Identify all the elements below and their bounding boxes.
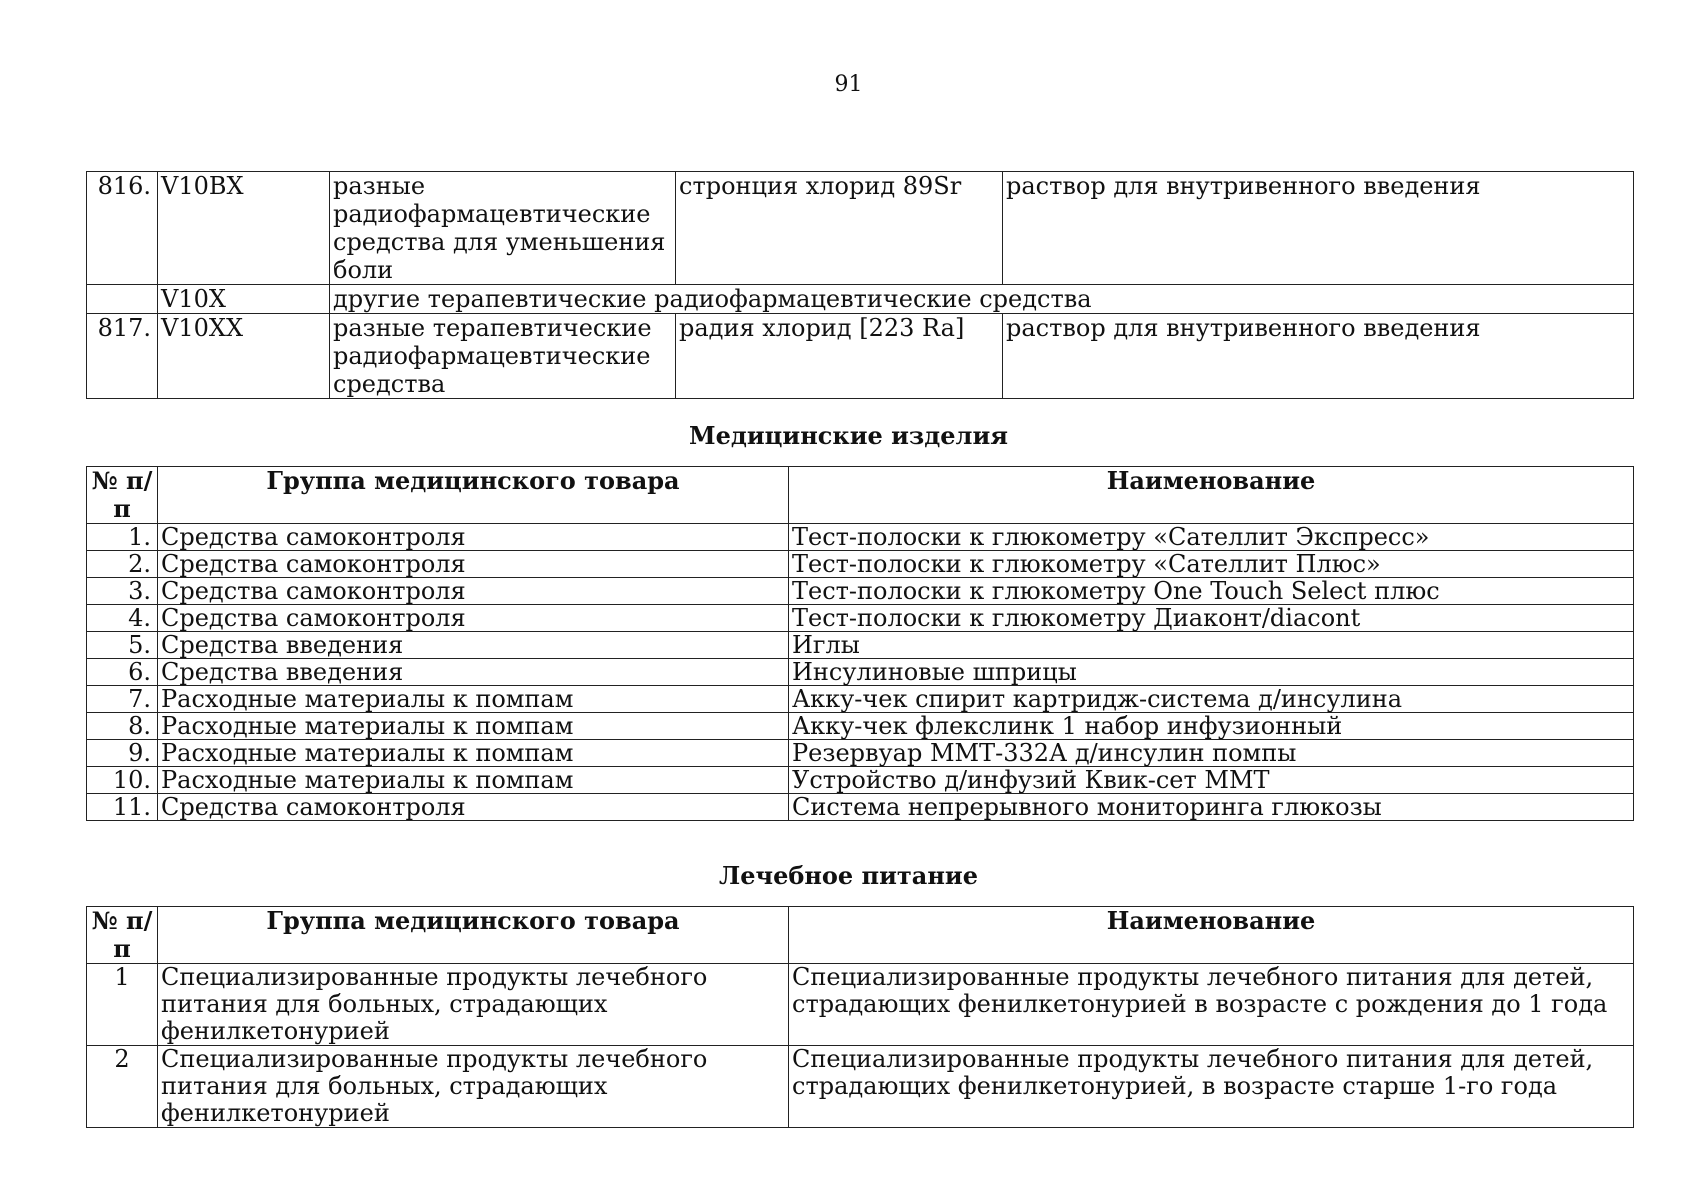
row-number: 11. <box>87 794 158 821</box>
product-group: Средства самоконтроля <box>158 578 789 605</box>
row-number: 5. <box>87 632 158 659</box>
table-header-row <box>87 467 1634 524</box>
table-row <box>87 551 1634 578</box>
table-header-row <box>87 907 1634 964</box>
table-row <box>87 524 1634 551</box>
dosage-form: раствор для внутривенного введения <box>1003 314 1634 399</box>
row-number: 6. <box>87 659 158 686</box>
header-name: Наименование <box>789 467 1634 524</box>
header-name: Наименование <box>789 907 1634 964</box>
product-name: Специализированные продукты лечебного питания для детей, страдающих фенилкетонурией в возрасте с рождения до 1 года <box>789 964 1634 1046</box>
table-row <box>87 964 1634 1046</box>
table-row <box>87 632 1634 659</box>
row-number: 10. <box>87 767 158 794</box>
atc-code: V10X <box>158 285 330 314</box>
product-name: Тест-полоски к глюкометру «Сателлит Экспресс» <box>789 524 1634 551</box>
header-group: Группа медицинского товара <box>158 467 789 524</box>
product-group: Специализированные продукты лечебного питания для больных, страдающих фенилкетонурией <box>158 964 789 1046</box>
table-row <box>87 285 1634 314</box>
product-group: Расходные материалы к помпам <box>158 740 789 767</box>
atc-code: V10BX <box>158 172 330 285</box>
table-row <box>87 794 1634 821</box>
row-number: 8. <box>87 713 158 740</box>
product-group: Средства введения <box>158 632 789 659</box>
drug-table <box>86 171 1634 399</box>
product-name: Акку-чек флекслинк 1 набор инфузионный <box>789 713 1634 740</box>
row-number: 2 <box>87 1046 158 1128</box>
atc-group: разные радиофармацевтические средства для уменьшения боли <box>330 172 676 285</box>
page-number: 91 <box>834 72 863 97</box>
section-title-medical-devices: Медицинские изделия <box>689 421 1008 450</box>
table-row <box>87 686 1634 713</box>
product-group: Специализированные продукты лечебного питания для больных, страдающих фенилкетонурией <box>158 1046 789 1128</box>
atc-code: V10XX <box>158 314 330 399</box>
row-number: 9. <box>87 740 158 767</box>
medical-devices-table <box>86 466 1634 821</box>
row-number: 817. <box>87 314 158 399</box>
product-group: Расходные материалы к помпам <box>158 686 789 713</box>
atc-group: разные терапевтические радиофармацевтические средства <box>330 314 676 399</box>
atc-group: другие терапевтические радиофармацевтические средства <box>330 285 1634 314</box>
table-row <box>87 314 1634 399</box>
product-name: Иглы <box>789 632 1634 659</box>
table-row <box>87 659 1634 686</box>
product-group: Расходные материалы к помпам <box>158 767 789 794</box>
table-row <box>87 740 1634 767</box>
product-name: Инсулиновые шприцы <box>789 659 1634 686</box>
dosage-form: раствор для внутривенного введения <box>1003 172 1634 285</box>
drug-name: стронция хлорид 89Sr <box>676 172 1003 285</box>
product-name: Акку-чек спирит картридж-система д/инсулина <box>789 686 1634 713</box>
product-group: Средства самоконтроля <box>158 551 789 578</box>
product-name: Тест-полоски к глюкометру «Сателлит Плюс» <box>789 551 1634 578</box>
product-name: Устройство д/инфузий Квик-сет ММТ <box>789 767 1634 794</box>
product-name: Резервуар ММТ-332А д/инсулин помпы <box>789 740 1634 767</box>
table-row <box>87 713 1634 740</box>
product-group: Средства введения <box>158 659 789 686</box>
row-number: 3. <box>87 578 158 605</box>
table-row <box>87 767 1634 794</box>
product-name: Система непрерывного мониторинга глюкозы <box>789 794 1634 821</box>
row-number: 1. <box>87 524 158 551</box>
row-number: 4. <box>87 605 158 632</box>
product-group: Средства самоконтроля <box>158 605 789 632</box>
product-name: Специализированные продукты лечебного питания для детей, страдающих фенилкетонурией, в возрасте старше 1-го года <box>789 1046 1634 1128</box>
product-group: Средства самоконтроля <box>158 794 789 821</box>
row-number: 2. <box>87 551 158 578</box>
header-number: № п/п <box>87 907 158 964</box>
row-number: 816. <box>87 172 158 285</box>
header-group: Группа медицинского товара <box>158 907 789 964</box>
header-number: № п/п <box>87 467 158 524</box>
product-name: Тест-полоски к глюкометру One Touch Select плюс <box>789 578 1634 605</box>
section-title-medical-nutrition: Лечебное питание <box>719 861 978 890</box>
table-row <box>87 605 1634 632</box>
product-name: Тест-полоски к глюкометру Диаконт/diacont <box>789 605 1634 632</box>
row-number: 7. <box>87 686 158 713</box>
product-group: Расходные материалы к помпам <box>158 713 789 740</box>
product-group: Средства самоконтроля <box>158 524 789 551</box>
row-number <box>87 285 158 314</box>
table-row <box>87 1046 1634 1128</box>
table-row <box>87 578 1634 605</box>
drug-name: радия хлорид [223 Ra] <box>676 314 1003 399</box>
row-number: 1 <box>87 964 158 1046</box>
table-row <box>87 172 1634 285</box>
medical-nutrition-table <box>86 906 1634 1128</box>
